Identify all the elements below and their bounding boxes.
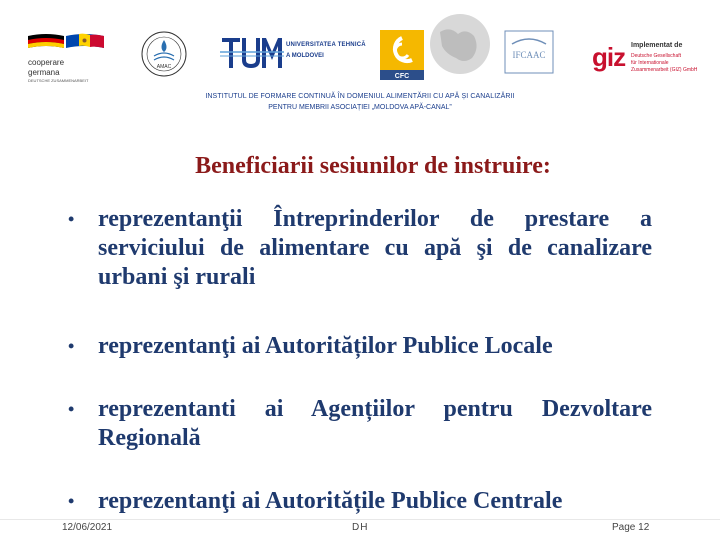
giz-implemented-by: Implementat de [631, 42, 683, 49]
giz-line3: für Internationale [631, 60, 669, 66]
cfc-label: CFC [394, 73, 410, 80]
bullet-text: reprezentanti ai Agențiilor pentru Dezvoltare Regională [98, 396, 652, 451]
footer-date: 12/06/2021 [62, 522, 113, 533]
deutsche-zusammenarbeit-text: DEUTSCHE ZUSAMMENARBEIT [28, 78, 89, 83]
bullet-dot-icon: • [68, 336, 75, 356]
footer-divider [0, 519, 720, 520]
bullet-text: reprezentanţi ai Autoritățile Publice Centrale [98, 488, 563, 514]
institute-name-line2: PENTRU MEMBRII ASOCIAȚIEI „MOLDOVA APĂ-CANAL” [268, 104, 452, 111]
bullet-text: reprezentanţi ai Autorităților Publice Locale [98, 333, 553, 359]
cooperare-text: cooperare [28, 58, 65, 67]
institute-name-line1: INSTITUTUL DE FORMARE CONTINUĂ ÎN DOMENIUL ALIMENTĂRII CU APĂ ȘI CANALIZĂRII [205, 93, 515, 100]
cfc-globe-logo-icon [376, 8, 496, 88]
footer-center-text: DH [352, 522, 369, 533]
germana-text: germana [28, 68, 60, 77]
bullet-item [68, 205, 652, 292]
germany-moldova-flags-icon [26, 32, 106, 52]
giz-line4: Zusammenarbeit (GIZ) GmbH [631, 67, 698, 73]
bullet-item [68, 395, 652, 453]
bullet-item [68, 487, 652, 516]
bullet-dot-icon: • [68, 209, 75, 229]
bullet-item [68, 332, 652, 361]
amac-label: AMAC [156, 64, 172, 70]
utm-name-line1: UNIVERSITATEA TEHNICĂ [286, 42, 366, 48]
ifcaac-logo-icon [504, 30, 554, 74]
header-logos [0, 0, 720, 125]
giz-logo-text: giz [592, 42, 626, 72]
bullet-dot-icon: • [68, 399, 75, 419]
slide-title: Beneficiarii sesiunilor de instruire: [195, 153, 551, 179]
bullet-dot-icon: • [68, 491, 75, 511]
amac-logo-icon [140, 30, 188, 78]
bullet-text: reprezentanţii Întreprinderilor de prestare a serviciului de alimentare cu apă şi de canalizare urbani şi rurali [98, 206, 652, 290]
giz-line2: Deutsche Gesellschaft [631, 53, 682, 59]
utm-name-line2: A MOLDOVEI [286, 53, 324, 59]
footer-page-number: Page 12 [612, 522, 650, 533]
ifcaac-label: IFCAAC [512, 50, 546, 60]
